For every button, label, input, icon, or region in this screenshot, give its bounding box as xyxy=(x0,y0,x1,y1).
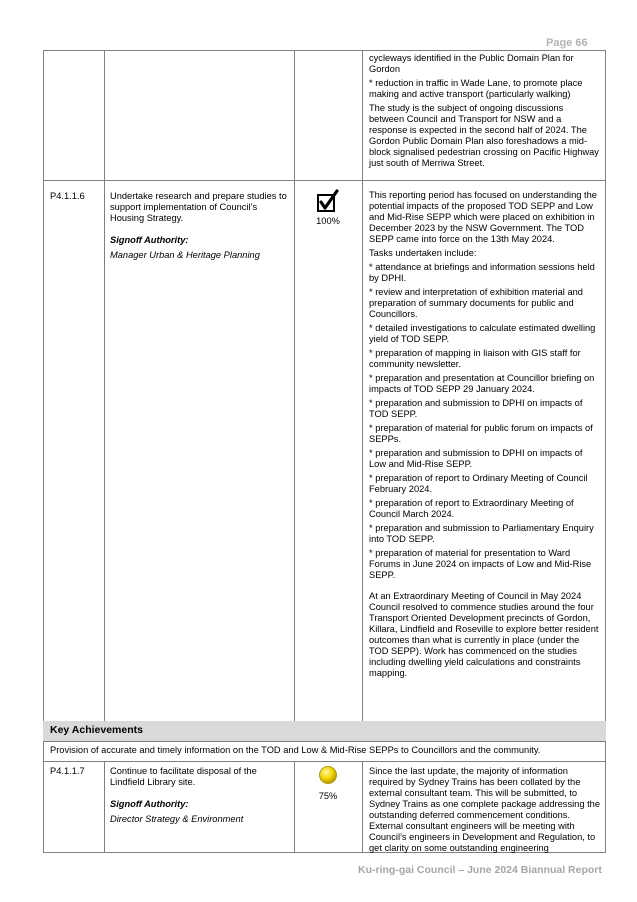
row-divider-2 xyxy=(43,741,606,742)
signoff-label: Signoff Authority: xyxy=(110,799,189,809)
row-divider-3 xyxy=(43,761,606,762)
signoff-authority: Director Strategy & Environment xyxy=(110,814,244,824)
column-divider-3-lower xyxy=(362,761,363,853)
column-divider-3 xyxy=(362,50,363,721)
comment-paragraph: At an Extraordinary Meeting of Council in May 2024 Council resolved to commence studies around the four Transport Oriented Development precincts of Gordon, Killara, Lindfield and Roseville to explore better resident outcomes than what is currently in place (under the TOD SEPP). Work has commenced on the studies including dwelling yield calculations and constraints mapping. xyxy=(369,591,599,678)
signoff-label: Signoff Authority: xyxy=(110,235,189,245)
column-divider-1-lower xyxy=(104,761,105,853)
action-description-cell xyxy=(110,191,292,261)
comment-paragraph: Tasks undertaken include: xyxy=(369,248,477,258)
comment-paragraph: The study is the subject of ongoing discussions between Council and Transport for NSW and a response is expected in the second half of 2024. The Gordon Public Domain Plan also foreshadows a mid-block signalised pedestrian crossing on Pacific Highway just south of Merriwa Street. xyxy=(369,103,599,168)
comment-paragraph: cycleways identified in the Public Domain Plan for Gordon xyxy=(369,53,574,74)
comment-paragraph: * preparation and submission to DPHI on impacts of TOD SEPP. xyxy=(369,398,583,419)
column-divider-2 xyxy=(294,50,295,721)
row-divider-1 xyxy=(43,180,606,181)
table-top-border xyxy=(43,50,606,51)
continuation-comment xyxy=(369,53,601,172)
comment-paragraph: * review and interpretation of exhibition material and preparation of summary documents for public and Councillors. xyxy=(369,287,583,319)
report-footer: Ku-ring-gai Council – June 2024 Biannual Report xyxy=(358,864,602,876)
key-achievements-text: Provision of accurate and timely information on the TOD and Low & Mid-Rise SEPPs to Councillors and the community. xyxy=(50,745,541,755)
comment-paragraph: * preparation and submission to DPHI on impacts of Low and Mid-Rise SEPP. xyxy=(369,448,583,469)
table-border-left-lower xyxy=(43,741,44,853)
checkmark-icon xyxy=(316,189,340,213)
comment-paragraph: * preparation of mapping in liaison with GIS staff for community newsletter. xyxy=(369,348,581,369)
action-description-cell xyxy=(110,766,292,825)
comment-paragraph: * preparation and submission to Parliamentary Enquiry into TOD SEPP. xyxy=(369,523,594,544)
table-border-left xyxy=(43,50,44,721)
status-cell xyxy=(295,765,361,802)
key-achievements-title: Key Achievements xyxy=(50,724,143,736)
comment-paragraph: Since the last update, the majority of information required by Sydney Trains has been collated by the external consultant team. This will be submitted, to Sydney Trains as one complete package addressing the outstanding deferred commencement conditions. External consultant engineers will be meeting with Council’s engineers in Development and Regulation, to get clarity on some outstanding engineering xyxy=(369,766,601,853)
comment-paragraph: * reduction in traffic in Wade Lane, to promote place making and active transport (particularly walking) xyxy=(369,78,583,99)
status-cell xyxy=(295,189,361,227)
progress-comment xyxy=(369,190,601,682)
comment-paragraph: * detailed investigations to calculate estimated dwelling yield of TOD SEPP. xyxy=(369,323,596,344)
comment-paragraph: * preparation of material for presentation to Ward Forums in June 2024 on impacts of Low and Mid-Rise SEPP. xyxy=(369,548,592,580)
column-divider-1 xyxy=(104,50,105,721)
comment-paragraph: * preparation of material for public forum on impacts of SEPPs. xyxy=(369,423,593,444)
action-description: Undertake research and prepare studies to support implementation of Council’s Housing Strategy. xyxy=(110,191,287,223)
comment-paragraph: * attendance at briefings and information sessions held by DPHI. xyxy=(369,262,595,283)
signoff-authority: Manager Urban & Heritage Planning xyxy=(110,250,260,260)
progress-comment xyxy=(369,766,601,857)
action-code: P4.1.1.7 xyxy=(50,766,85,776)
comment-paragraph: * preparation and presentation at Councillor briefing on impacts of TOD SEPP 29 January 2024. xyxy=(369,373,595,394)
yellow-circle-icon xyxy=(318,765,338,785)
progress-percent: 100% xyxy=(316,216,340,226)
progress-percent: 75% xyxy=(318,791,338,801)
comment-paragraph: This reporting period has focused on understanding the potential impacts of the proposed TOD SEPP and Low and Mid-Rise SEPP which were placed on exhibition in December 2023 by the NSW Government. The TOD SEPP came into force on the 13th May 2024. xyxy=(369,190,597,244)
comment-paragraph: * preparation of report to Extraordinary Meeting of Council March 2024. xyxy=(369,498,574,519)
page-number: Page 66 xyxy=(546,37,588,49)
action-description: Continue to facilitate disposal of the Lindfield Library site. xyxy=(110,766,257,787)
action-code: P4.1.1.6 xyxy=(50,191,85,201)
comment-paragraph: * preparation of report to Ordinary Meeting of Council February 2024. xyxy=(369,473,588,494)
